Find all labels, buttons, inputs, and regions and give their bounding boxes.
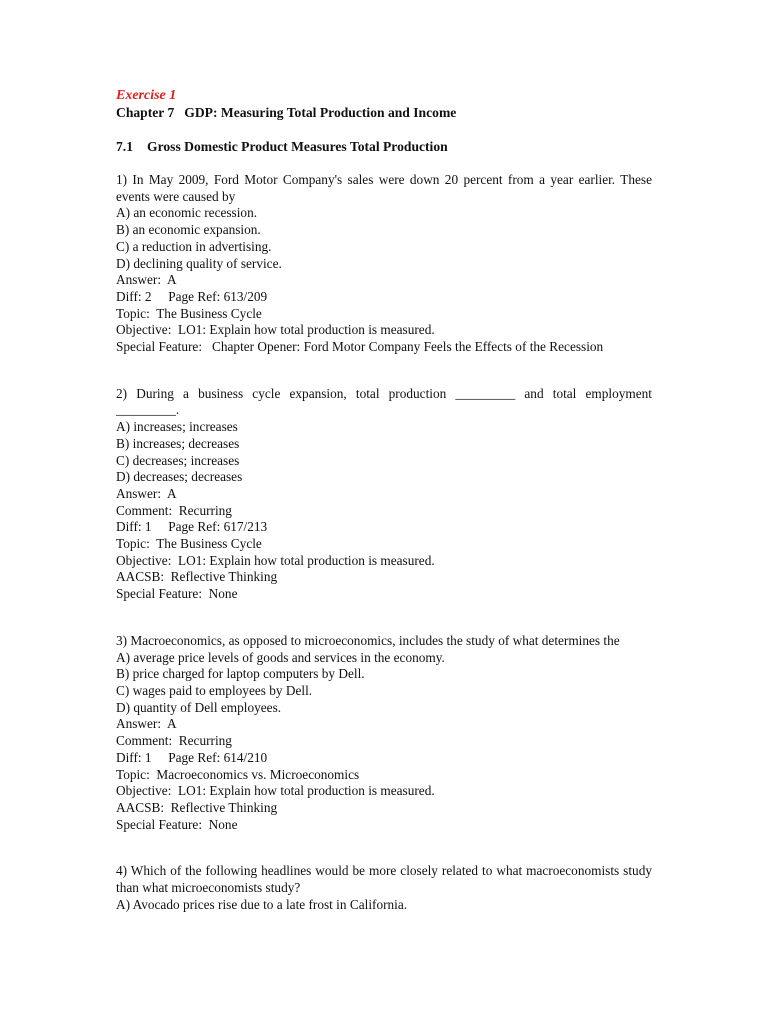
question-meta: Diff: 1 Page Ref: 617/213 bbox=[116, 519, 268, 535]
question-meta: Answer: A bbox=[116, 716, 177, 732]
special-feature: Special Feature: Chapter Opener: Ford Motor Company Feels the Effects of the Recession bbox=[116, 339, 604, 355]
answer-option: B) an economic expansion. bbox=[116, 222, 261, 238]
answer-option: D) decreases; decreases bbox=[116, 469, 243, 485]
answer-option: A) increases; increases bbox=[116, 419, 238, 435]
section-number: 7.1 bbox=[116, 139, 133, 154]
question-1 bbox=[116, 172, 652, 356]
document-page bbox=[116, 87, 652, 913]
special-feature: Special Feature: None bbox=[116, 586, 238, 602]
question-meta: Topic: The Business Cycle bbox=[116, 536, 262, 552]
answer-option: D) declining quality of service. bbox=[116, 255, 282, 271]
question-meta: Objective: LO1: Explain how total production is measured. bbox=[116, 783, 435, 799]
chapter-title bbox=[116, 104, 652, 121]
question-stem: 4) Which of the following headlines would be more closely related to what macroeconomists study than what microeconomists study? bbox=[116, 863, 652, 896]
chapter-label: Chapter 7 bbox=[116, 105, 175, 120]
answer-option: C) decreases; increases bbox=[116, 452, 240, 468]
question-3 bbox=[116, 633, 652, 833]
answer-option: A) an economic recession. bbox=[116, 205, 258, 221]
answer-option: D) quantity of Dell employees. bbox=[116, 699, 282, 715]
question-meta: AACSB: Reflective Thinking bbox=[116, 569, 278, 585]
question-stem: 3) Macroeconomics, as opposed to microeconomics, includes the study of what determines the bbox=[116, 632, 620, 648]
question-meta: Topic: The Business Cycle bbox=[116, 305, 262, 321]
answer-option: C) a reduction in advertising. bbox=[116, 238, 272, 254]
question-meta: Diff: 2 Page Ref: 613/209 bbox=[116, 288, 268, 304]
answer-option: B) increases; decreases bbox=[116, 435, 240, 451]
question-meta: Diff: 1 Page Ref: 614/210 bbox=[116, 749, 268, 765]
question-meta: Answer: A bbox=[116, 485, 177, 501]
question-meta: Objective: LO1: Explain how total production is measured. bbox=[116, 322, 435, 338]
question-meta: Comment: Recurring bbox=[116, 502, 232, 518]
question-meta: AACSB: Reflective Thinking bbox=[116, 799, 278, 815]
special-feature: Special Feature: None bbox=[116, 816, 238, 832]
section-name: Gross Domestic Product Measures Total Production bbox=[147, 139, 448, 154]
answer-option: C) wages paid to employees by Dell. bbox=[116, 682, 313, 698]
question-4 bbox=[116, 863, 652, 913]
question-2 bbox=[116, 386, 652, 603]
chapter-name: GDP: Measuring Total Production and Income bbox=[184, 105, 457, 120]
question-stem: 1) In May 2009, Ford Motor Company's sales were down 20 percent from a year earlier. These events were caused by bbox=[116, 172, 652, 204]
question-stem: 2) During a business cycle expansion, total production _________ and total employment _________. bbox=[116, 385, 652, 418]
question-meta: Topic: Macroeconomics vs. Microeconomics bbox=[116, 766, 360, 782]
section-title bbox=[116, 138, 652, 155]
answer-option: A) Avocado prices rise due to a late frost in California. bbox=[116, 896, 408, 912]
answer-option: B) price charged for laptop computers by Dell. bbox=[116, 666, 365, 682]
question-meta: Objective: LO1: Explain how total production is measured. bbox=[116, 552, 435, 568]
answer-option: A) average price levels of goods and services in the economy. bbox=[116, 649, 445, 665]
question-list bbox=[116, 172, 652, 913]
question-meta: Comment: Recurring bbox=[116, 733, 232, 749]
exercise-title: Exercise 1 bbox=[116, 88, 177, 103]
question-meta: Answer: A bbox=[116, 272, 177, 288]
